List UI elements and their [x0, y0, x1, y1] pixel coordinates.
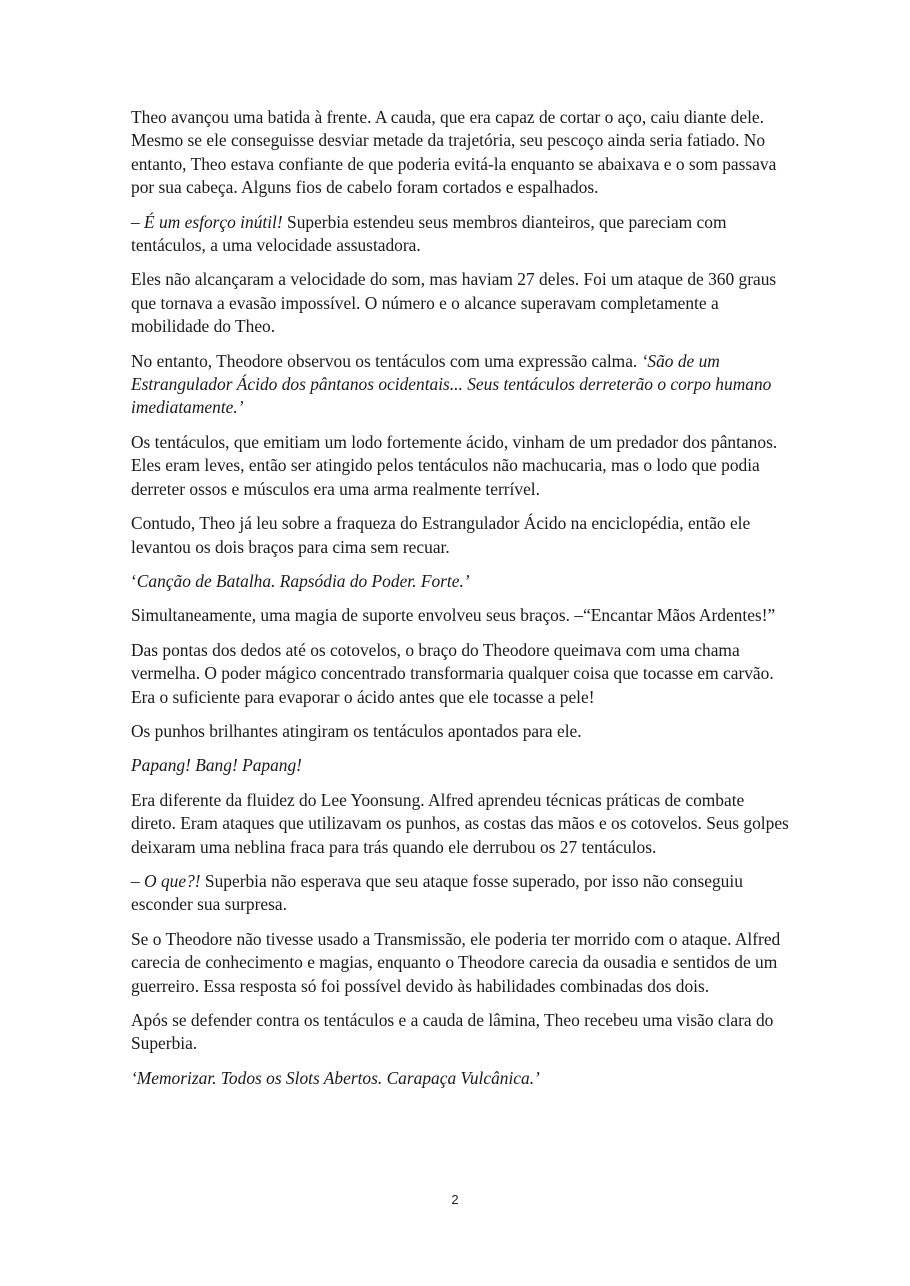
text-segment: Os tentáculos, que emitiam um lodo fortemente ácido, vinham de um predador dos pântanos. Eles eram leves, então ser atingido pelos tentáculos não machucaria, mas o lodo que podia derreter ossos e músculos era uma arma realmente terrível.	[131, 431, 778, 499]
text-segment: –	[131, 870, 145, 891]
paragraph	[131, 604, 791, 627]
paragraph	[131, 1009, 791, 1056]
paragraph	[131, 1067, 791, 1090]
paragraph	[131, 870, 791, 917]
paragraph	[131, 350, 791, 420]
text-segment: Theo avançou uma batida à frente. A cauda, que era capaz de cortar o aço, caiu diante dele. Mesmo se ele conseguisse desviar metade da trajetória, seu pescoço ainda seria fatiado. No entanto, Theo estava confiante de que poderia evitá-la enquanto se abaixava e o som passava por sua cabeça. Alguns fios de cabelo foram cortados e espalhados.	[131, 107, 777, 198]
paragraph	[131, 789, 791, 859]
paragraph	[131, 431, 791, 501]
italic-text-segment: É um esforço inútil!	[144, 211, 283, 232]
paragraph	[131, 268, 791, 338]
page-number: 2	[451, 1192, 459, 1207]
paragraph	[131, 639, 791, 709]
italic-text-segment: Canção de Batalha. Rapsódia do Poder. Forte.’	[136, 570, 470, 591]
italic-text-segment: ‘Memorizar. Todos os Slots Abertos. Carapaça Vulcânica.’	[131, 1067, 540, 1088]
text-segment: Contudo, Theo já leu sobre a fraqueza do Estrangulador Ácido na enciclopédia, então ele levantou os dois braços para cima sem recuar.	[131, 513, 751, 557]
text-segment: Simultaneamente, uma magia de suporte envolveu seus braços. –“Encantar Mãos Ardentes!”	[131, 605, 776, 626]
paragraph	[131, 106, 791, 200]
paragraph	[131, 512, 791, 559]
paragraph	[131, 720, 791, 743]
italic-text-segment: O que?!	[144, 870, 201, 891]
text-segment: Após se defender contra os tentáculos e a cauda de lâmina, Theo recebeu uma visão clara do Superbia.	[131, 1010, 774, 1054]
text-segment: Os punhos brilhantes atingiram os tentáculos apontados para ele.	[131, 720, 582, 741]
document-body	[131, 106, 791, 1101]
italic-text-segment: ‘São de um Estrangulador Ácido dos pântanos ocidentais... Seus tentáculos derreterão o corpo humano imediatamente.’	[131, 350, 772, 418]
paragraph	[131, 928, 791, 998]
paragraph	[131, 211, 791, 258]
text-segment: Eles não alcançaram a velocidade do som, mas haviam 27 deles. Foi um ataque de 360 graus que tornava a evasão impossível. O número e o alcance superavam completamente a mobilidade do Theo.	[131, 269, 777, 337]
text-segment: Superbia não esperava que seu ataque fosse superado, por isso não conseguiu esconder sua surpresa.	[131, 870, 743, 915]
text-segment: Era diferente da fluidez do Lee Yoonsung. Alfred aprendeu técnicas práticas de combate direto. Eram ataques que utilizavam os punhos, as costas das mãos e os cotovelos. Seus golpes deixaram uma neblina fraca para trás quando ele derrubou os 27 tentáculos.	[131, 789, 789, 857]
text-segment: Superbia estendeu seus membros dianteiros, que pareciam com tentáculos, a uma velocidade assustadora.	[131, 211, 727, 256]
text-segment: Se o Theodore não tivesse usado a Transmissão, ele poderia ter morrido com o ataque. Alfred carecia de conhecimento e magias, enquanto o Theodore carecia da ousadia e sentidos de um guerreiro. Essa resposta só foi possível devido às habilidades combinadas dos dois.	[131, 928, 781, 996]
text-segment: –	[131, 211, 145, 232]
paragraph	[131, 570, 791, 593]
text-segment: ‘	[131, 570, 137, 591]
paragraph	[131, 754, 791, 777]
text-segment: Das pontas dos dedos até os cotovelos, o braço do Theodore queimava com uma chama vermelha. O poder mágico concentrado transformaria qualquer coisa que tocasse em carvão. Era o suficiente para evaporar o ácido antes que ele tocasse a pele!	[131, 639, 774, 707]
italic-text-segment: Papang! Bang! Papang!	[131, 755, 302, 776]
text-segment: No entanto, Theodore observou os tentáculos com uma expressão calma.	[131, 350, 642, 371]
